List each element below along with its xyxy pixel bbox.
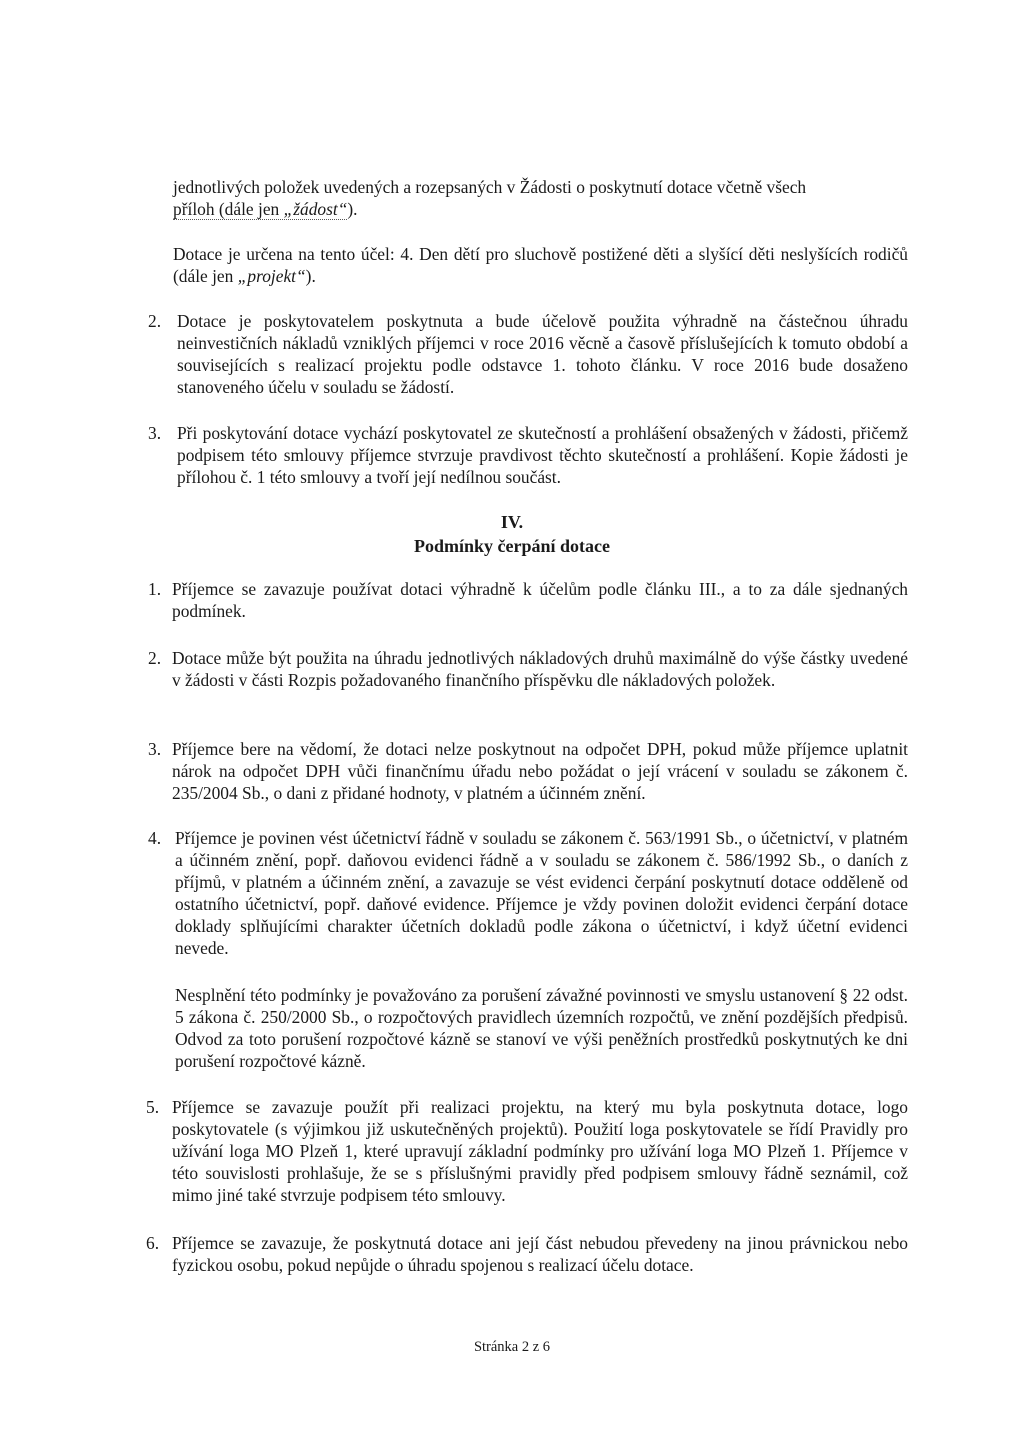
list-number: 4. <box>148 828 162 848</box>
list-number: 6. <box>146 1233 160 1253</box>
intro-line2: příloh (dále jen „žádost“ <box>173 199 348 219</box>
list-item: Při poskytování dotace vychází poskytovatel ze skutečností a prohlášení obsažených v žádosti, přičemž podpisem této smlouvy příjemce stvrzuje pravdivost těchto skutečností a prohlášení. Kopie žádosti je přílohou č. 1 této smlouvy a tvoří její nedílnou součást. <box>177 423 908 487</box>
list-item-continuation: Nesplnění této podmínky je považováno za porušení závažné povinnosti ve smyslu ustanovení § 22 odst. 5 zákona č. 250/2000 Sb., o rozpočtových pravidlech územních rozpočtů, ve znění pozdějších předpisů. Odvod za toto porušení rozpočtové kázně se stanoví ve výši peněžních prostředků poskytnutých ke dni porušení rozpočtové kázně. <box>175 985 908 1071</box>
section-title: Podmínky čerpání dotace <box>414 536 610 556</box>
purpose-paragraph: Dotace je určena na tento účel: 4. Den dětí pro sluchově postižené děti a slyšící děti neslyšících rodičů (dále jen „projekt“). <box>173 244 908 286</box>
page-number: Stránka 2 z 6 <box>473 1339 551 1355</box>
list-number: 1. <box>148 579 162 599</box>
list-item: Příjemce se zavazuje používat dotaci výhradně k účelům podle článku III., a to za dále sjednaných podmínek. <box>172 579 908 621</box>
intro-paragraph: jednotlivých položek uvedených a rozepsaných v Žádosti o poskytnutí dotace včetně všech příloh (dále jen „žádost“). <box>173 177 807 219</box>
list-number: 2. <box>148 648 162 668</box>
list-item: Příjemce se zavazuje, že poskytnutá dotace ani její část nebudou převedeny na jinou právnickou nebo fyzickou osobu, pokud nepůjde o úhradu spojenou s realizací účelu dotace. <box>172 1233 908 1275</box>
list-number: 5. <box>146 1097 160 1117</box>
list-item: Příjemce se zavazuje použít při realizaci projektu, na který mu byla poskytnuta dotace, logo poskytovatele (s výjimkou již uskutečněných projektů). Použití loga poskytovatele se řídí Pravidly pro užívání loga MO Plzeň 1, které upravují základní podmínky pro užívání loga MO Plzeň 1. Příjemce v této souvislosti prohlašuje, že se s příslušnými pravidly před podpisem smlouvy řádně seznámil, což mimo jiné také stvrzuje podpisem této smlouvy. <box>172 1097 908 1205</box>
list-number: 3. <box>148 423 162 443</box>
list-number: 3. <box>148 739 162 759</box>
list-item: Příjemce bere na vědomí, že dotaci nelze poskytnout na odpočet DPH, pokud může příjemce uplatnit nárok na odpočet DPH vůči finančnímu úřadu nebo požádat o její vrácení v souladu se zákonem č. 235/2004 Sb., o dani z přidané hodnoty, v platném a účinném znění. <box>172 739 908 803</box>
list-item: Příjemce je povinen vést účetnictví řádně v souladu se zákonem č. 563/1991 Sb., o účetnictví, v platném a účinném znění, popř. daňovou evidenci řádně a v souladu se zákonem č. 586/1992 Sb., o daních z příjmů, v platném a účinném znění, a zavazuje se vést evidenci čerpání poskytnutí dotace odděleně od ostatního účetnictví, popř. daňové evidence. Příjemce je vždy povinen doložit evidenci čerpání dotace doklady splňujícími charakter účetních dokladů podle zákona o účetnictví, i když účetní evidenci nevede. <box>175 828 908 958</box>
intro-line1: jednotlivých položek uvedených a rozepsaných v Žádosti o poskytnutí dotace včetně všech <box>173 177 807 197</box>
list-item: Dotace je poskytovatelem poskytnuta a bude účelově použita výhradně na částečnou úhradu neinvestičních nákladů vzniklých příjemci v roce 2016 věcně a časově příslušejících k tomuto období a souvisejících s realizací projektu podle odstavce 1. tohoto článku. V roce 2016 bude dosaženo stanoveného účelu v souladu se žádostí. <box>177 311 908 397</box>
list-item: Dotace může být použita na úhradu jednotlivých nákladových druhů maximálně do výše částky uvedené v žádosti v části Rozpis požadovaného finančního příspěvku dle nákladových položek. <box>172 648 908 690</box>
section-number: IV. <box>500 512 524 532</box>
list-number: 2. <box>148 311 162 331</box>
